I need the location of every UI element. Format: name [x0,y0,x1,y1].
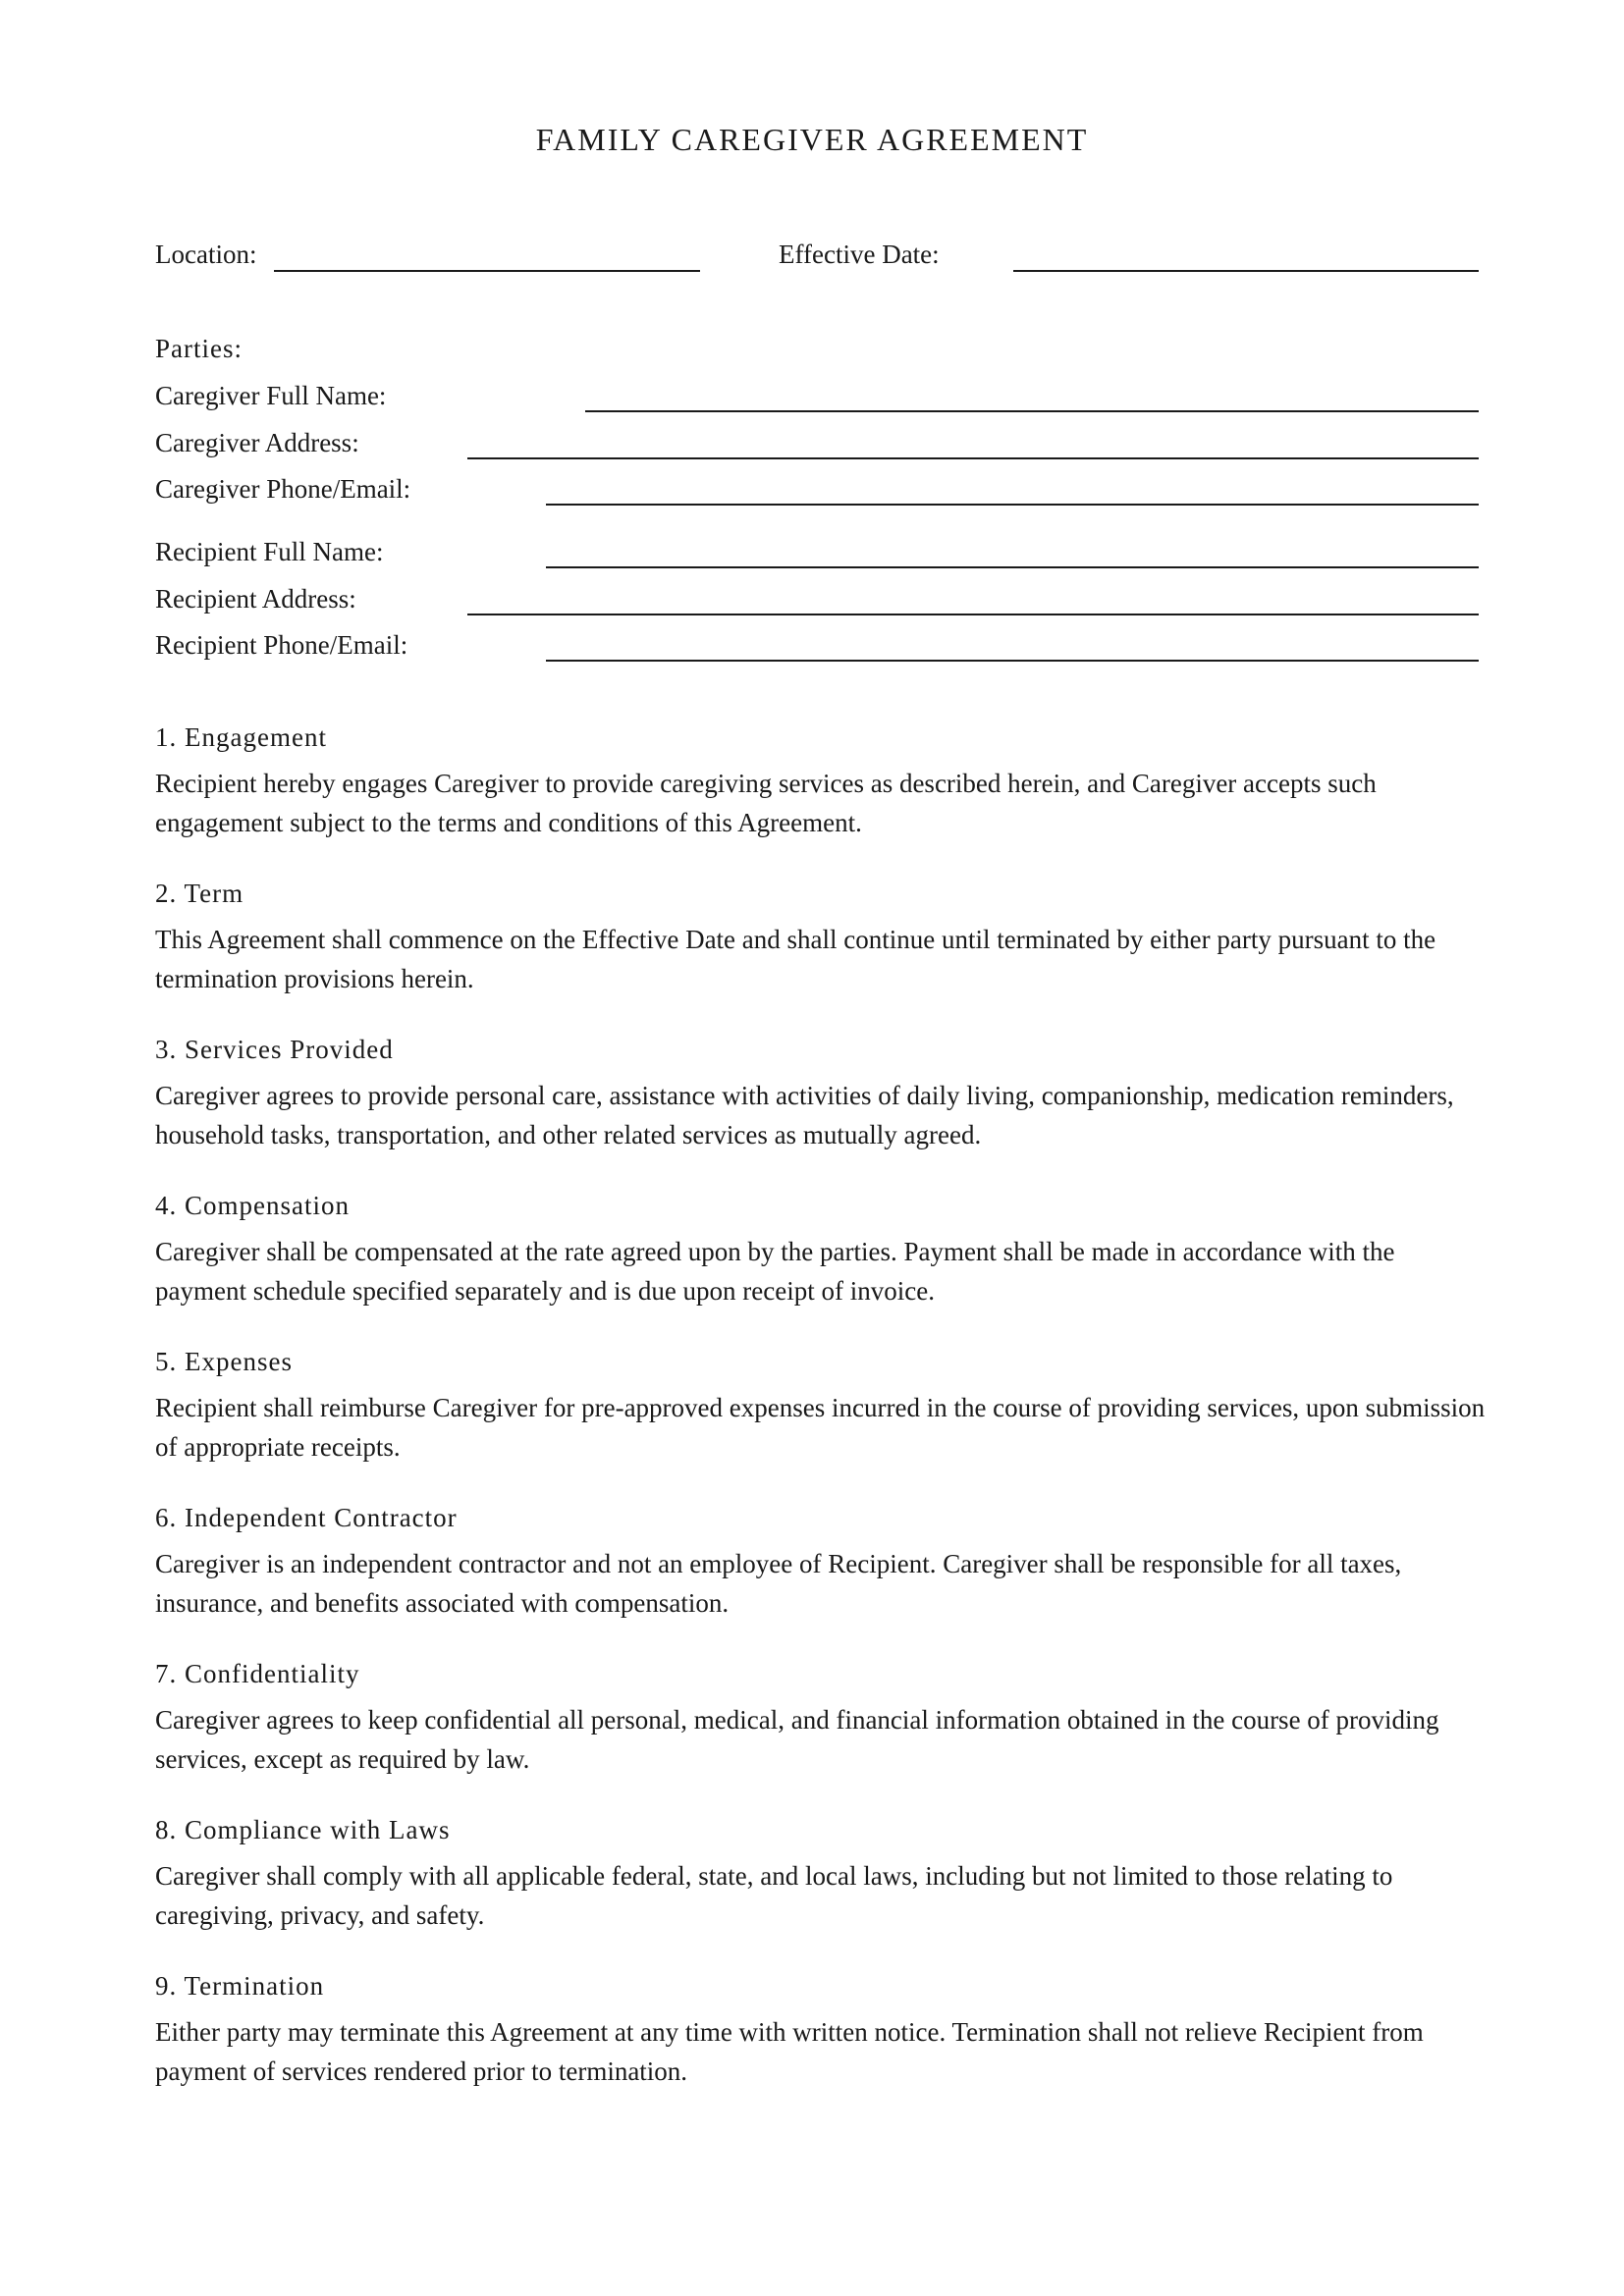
section-body: Recipient hereby engages Caregiver to provide caregiving services as described herein, and Caregiver accepts such engagement subject to the terms and conditions of this Agreement. [155,769,1377,837]
section-expenses [155,1345,1490,1467]
section-term [155,877,1490,998]
caregiver-name-label: Caregiver Full Name: [155,381,387,410]
location-label: Location: [155,240,257,269]
location-field[interactable] [274,270,700,272]
caregiver-contact-label: Caregiver Phone/Email: [155,474,411,504]
section-confidentiality [155,1657,1490,1779]
section-heading: 3. Services Provided [155,1035,394,1064]
section-engagement [155,721,1490,842]
section-compliance-with-laws [155,1813,1490,1935]
section-services-provided [155,1033,1490,1154]
section-heading: 4. Compensation [155,1191,350,1220]
effective-date-label: Effective Date: [779,240,940,269]
recipient-contact-field[interactable] [546,660,1479,662]
section-heading: 5. Expenses [155,1347,293,1376]
section-body: Caregiver agrees to provide personal care, assistance with activities of daily living, companionship, medication reminders, household tasks, transportation, and other related services as mutually agreed. [155,1081,1454,1149]
section-termination [155,1969,1490,2091]
caregiver-address-field[interactable] [467,457,1479,459]
section-body: Caregiver agrees to keep confidential all personal, medical, and financial information obtained in the course of providing services, except as required by law. [155,1705,1439,1774]
section-body: Caregiver shall be compensated at the rate agreed upon by the parties. Payment shall be made in accordance with the payment schedule specified separately and is due upon receipt of invoice. [155,1237,1395,1306]
recipient-contact-label: Recipient Phone/Email: [155,630,408,660]
section-body: Recipient shall reimburse Caregiver for pre-approved expenses incurred in the course of providing services, upon submission of appropriate receipts. [155,1393,1486,1462]
section-heading: 1. Engagement [155,722,327,752]
section-body: Either party may terminate this Agreement at any time with written notice. Termination shall not relieve Recipient from payment of services rendered prior to termination. [155,2017,1424,2086]
caregiver-address-label: Caregiver Address: [155,428,359,457]
section-heading: 7. Confidentiality [155,1659,360,1688]
section-compensation [155,1189,1490,1310]
section-body: This Agreement shall commence on the Effective Date and shall continue until terminated by either party pursuant to the termination provisions herein. [155,925,1436,993]
caregiver-contact-field[interactable] [546,504,1479,506]
caregiver-name-field[interactable] [585,410,1479,412]
effective-date-field[interactable] [1013,270,1479,272]
section-independent-contractor [155,1501,1490,1623]
section-heading: 8. Compliance with Laws [155,1815,451,1844]
recipient-name-label: Recipient Full Name: [155,537,384,566]
document-title: FAMILY CAREGIVER AGREEMENT [535,122,1089,157]
recipient-address-field[interactable] [467,614,1479,615]
recipient-name-field[interactable] [546,566,1479,568]
section-heading: 6. Independent Contractor [155,1503,458,1532]
section-heading: 2. Term [155,879,244,908]
parties-heading: Parties: [155,334,243,363]
section-body: Caregiver is an independent contractor and not an employee of Recipient. Caregiver shall be responsible for all taxes, insurance, and benefits associated with compensation. [155,1549,1402,1618]
section-heading: 9. Termination [155,1971,325,2001]
recipient-address-label: Recipient Address: [155,584,356,614]
section-body: Caregiver shall comply with all applicable federal, state, and local laws, including but not limited to those relating to caregiving, privacy, and safety. [155,1861,1393,1930]
